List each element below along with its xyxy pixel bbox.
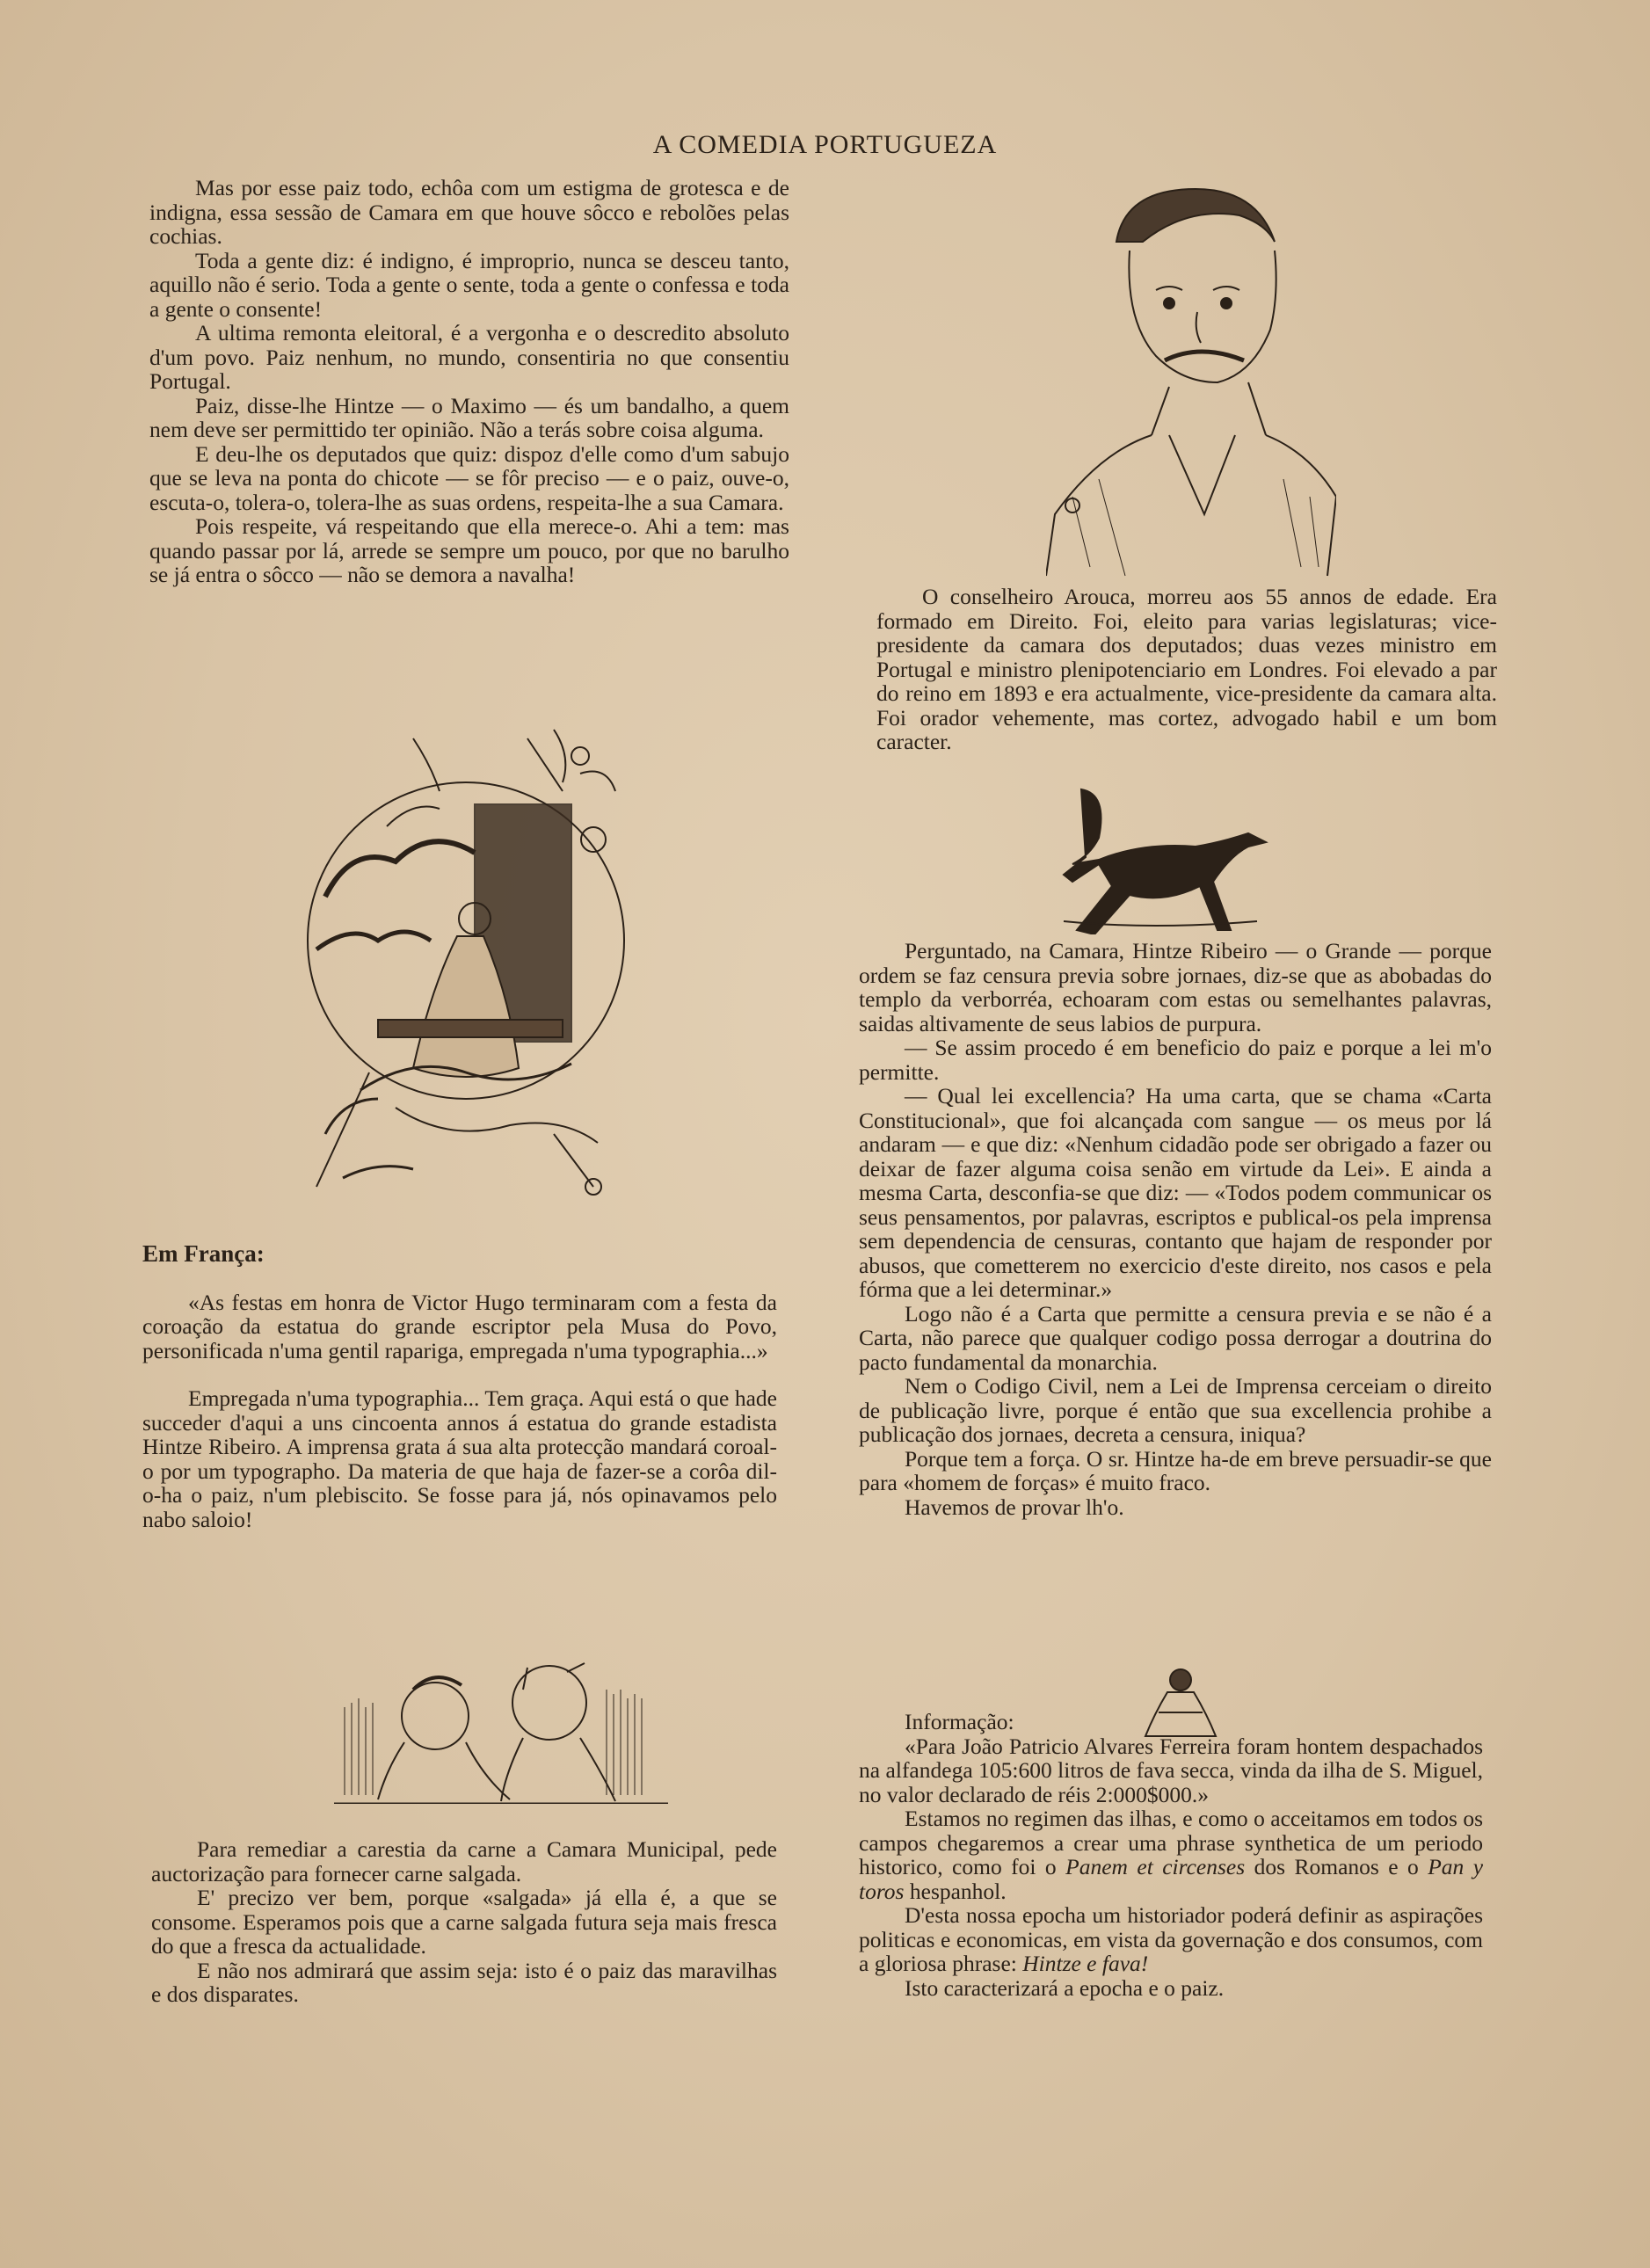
informacao-label: Informação: bbox=[905, 1709, 1014, 1734]
paragraph: E deu-lhe os deputados que quiz: dispoz d'elle como d'um sabujo que se leva na ponta do chicote — se fôr preciso — e o paiz, ouve-o, escuta-o, tolera-o, tolera-lhe as suas ordens, respeita-lhe a sua Camara. bbox=[149, 440, 789, 515]
paragraph: «Para João Patricio Alvares Ferreira foram hontem despachados na alfandega 105:600 litros de fava secca, vinda da ilha de S. Miguel, no valor declarado de réis 2:000$000.» bbox=[859, 1733, 1483, 1807]
page-header: A COMEDIA PORTUGUEZA bbox=[652, 130, 998, 159]
paragraph: E não nos admirará que assim seja: isto é o paiz das maravilhas e dos disparates. bbox=[151, 1957, 777, 2007]
left-column-top bbox=[149, 176, 789, 587]
paragraph: E' precizo ver bem, porque «salgada» já ella é, a que se consome. Esperamos pois que a carne salgada futura seja mais fresca do que a fresca da actualidade. bbox=[151, 1885, 777, 1959]
paragraph: Empregada n'uma typographia... Tem graça. Aqui está o que hade succeder d'aqui a uns cincoenta annos á estatua do grande estadista Hintze Ribeiro. A imprensa grata á sua alta protecção mandará coroal-o por um typographo. Da materia de que haja de fazer-se a corôa dil-o-ha o paiz, n'um plebiscito. Se fosse para já, nós opinavamos pelo nabo saloio! bbox=[142, 1385, 777, 1532]
two-heads-caricature bbox=[334, 1654, 668, 1804]
paragraph bbox=[859, 1903, 1483, 1976]
arouca-caption: O conselheiro Arouca, morreu aos 55 annos de edade. Era formado em Direito. Foi, eleito para varias legislaturas; vice-presidente da camara dos deputados; duas vezes ministro em Portugal e ministro plenipotenciario em Londres. Foi elevado a par do reino em 1893 e era actualmente, vice-presidente da camara alta. Foi orador vehemente, mas cortez, advogado habil e um bom caracter. bbox=[876, 584, 1497, 754]
paragraph: Toda a gente diz: é indigno, é improprio, nunca se desceu tanto, aquillo não é serio. Toda a gente o sente, toda a gente o confessa e toda a gente o consente! bbox=[149, 247, 789, 322]
paragraph: Perguntado, na Camara, Hintze Ribeiro — o Grande — porque ordem se faz censura previa sobre jornaes, diz-se que as abobadas do templo da verborréa, echoaram com estas ou semelhantes palavras, saidas altivamente de seus labios de purpura. bbox=[859, 938, 1492, 1036]
paragraph: «As festas em honra de Victor Hugo terminaram com a festa da coroação da estatua do grande escriptor pela Musa do Povo, personificada n'uma gentil rapariga, empregada n'uma typographia...» bbox=[142, 1289, 777, 1363]
italic-phrase: Hintze e fava! bbox=[1022, 1951, 1149, 1976]
text-span: Estamos no regimen das ilhas, e como o acceitamos em todos os campos chegaremos a crear uma phrase synthetica de um periodo historico, como foi o bbox=[859, 1806, 1483, 1879]
paragraph: Paiz, disse-lhe Hintze — o Maximo — és um bandalho, a quem nem deve ser permittido ter opinião. Não a terás sobre coisa alguma. bbox=[149, 392, 789, 442]
left-column-france bbox=[142, 1242, 777, 1531]
paragraph bbox=[859, 1806, 1483, 1903]
text-span: hespanhol. bbox=[909, 1878, 1007, 1904]
right-column-arouca bbox=[876, 585, 1497, 754]
paragraph: Nem o Codigo Civil, nem a Lei de Imprensa cerceiam o direito de publicação livre, porque é então que sua excellencia prohibe a publicação dos jornaes, decreta a censura, iniqua? bbox=[859, 1373, 1492, 1447]
woman-garden-illustration bbox=[290, 721, 642, 1213]
right-column-informacao bbox=[859, 1710, 1483, 2000]
right-column-censura bbox=[859, 939, 1492, 1519]
paragraph: Pois respeite, vá respeitando que ella merece-o. Ahi a tem: mas quando passar por lá, arrede se sempre um pouco, por que no barulho se já entra o sôcco — não se demora a navalha! bbox=[149, 513, 789, 587]
italic-phrase: Panem et circenses bbox=[1065, 1854, 1246, 1879]
italic-phrase: Pan y toros bbox=[859, 1854, 1484, 1904]
section-heading-em-franca: Em França: bbox=[142, 1240, 265, 1267]
running-dog-illustration bbox=[1046, 781, 1283, 934]
text-span: D'esta nossa epocha um historiador poderá definir as aspirações politicas e economicas, em vista da governação e dos consumos, com a gloriosa phrase: bbox=[859, 1902, 1483, 1976]
paragraph: Isto caracterizará a epocha e o paiz. bbox=[905, 1974, 1225, 2001]
paragraph: — Se assim procedo é em beneficio do paiz e porque a lei m'o permitte. bbox=[859, 1035, 1492, 1085]
paragraph: Porque tem a força. O sr. Hintze ha-de em breve persuadir-se que para «homem de forças» é muito fraco. bbox=[859, 1445, 1492, 1495]
paragraph: Para remediar a carestia da carne a Camara Municipal, pede auctorização para fornecer carne salgada. bbox=[151, 1836, 777, 1886]
paragraph: A ultima remonta eleitoral, é a vergonha e o descredito absoluto d'um povo. Paiz nenhum, no mundo, consentiria no que consentiu Portugal. bbox=[149, 320, 789, 394]
paragraph: Logo não é a Carta que permitte a censura previa e se não é a Carta, não parece que qualquer codigo possa derrogar a doutrina do pacto fundamental da monarchia. bbox=[859, 1300, 1492, 1375]
paragraph: Havemos de provar lh'o. bbox=[905, 1494, 1124, 1520]
paragraph: — Qual lei excellencia? Ha uma carta, que se chama «Carta Constitucional», que foi alcançada com sangue — os meus por lá andaram — e que diz: «Nenhum cidadão pode ser obrigado a fazer ou deixar de fazer alguma coisa senão em virtude da Lei». E ainda a mesma Carta, desconfia-se que diz: — «Todos podem communicar os seus pensamentos, por palavras, escriptos e publical-os pela imprensa sem dependencia de censuras, contanto que hajam de responder por abusos, que cometterem no exercicio d'este direito, nos casos e pela fórma que a lei determinar.» bbox=[859, 1083, 1492, 1302]
portrait-arouca bbox=[1046, 180, 1336, 580]
paragraph: Mas por esse paiz todo, echôa com um estigma de grotesca e de indigna, essa sessão de Camara em que houve sôcco e rebolões pelas cochias. bbox=[149, 175, 789, 249]
text-span: dos Romanos e o bbox=[1254, 1854, 1419, 1879]
left-column-carne bbox=[151, 1837, 777, 2007]
